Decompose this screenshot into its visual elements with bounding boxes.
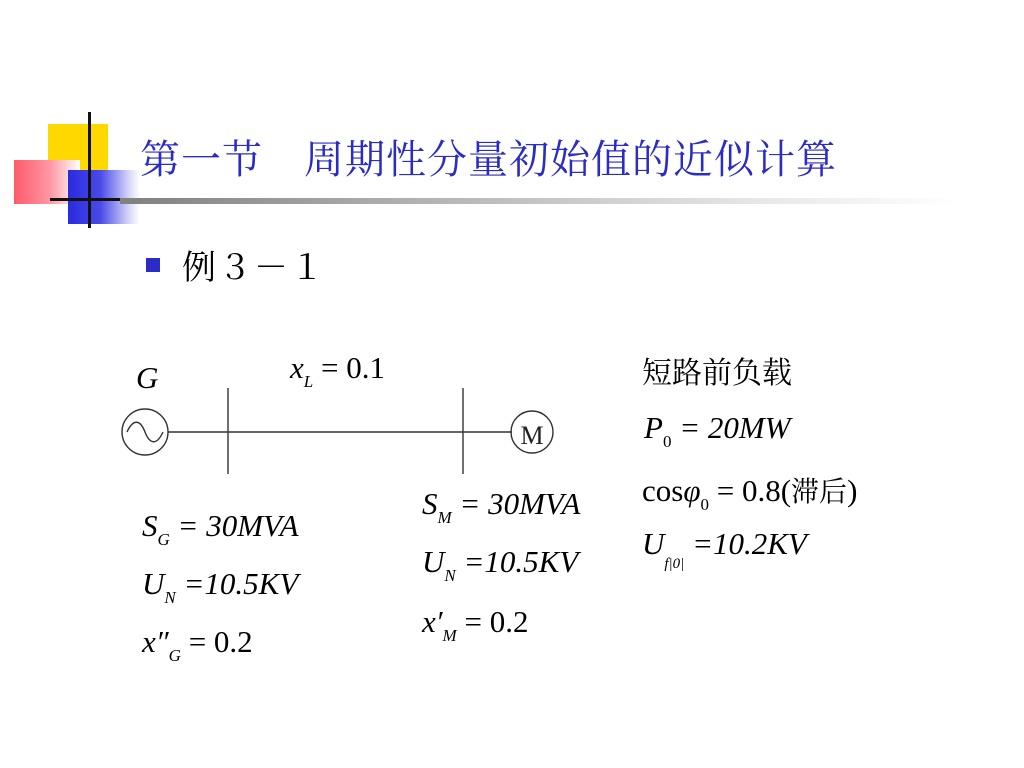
load-p-var: P bbox=[644, 410, 663, 445]
motor-u-sub: N bbox=[444, 566, 456, 585]
generator-reactance bbox=[142, 624, 253, 666]
gen-s-sub: G bbox=[157, 530, 170, 549]
motor-x-sub: M bbox=[442, 626, 457, 645]
line-reactance bbox=[290, 350, 385, 392]
gen-u-sub: N bbox=[164, 588, 176, 607]
line-x-var: x bbox=[290, 350, 304, 385]
gen-s-var: S bbox=[142, 508, 158, 543]
load-u-value: =10.2KV bbox=[692, 526, 807, 561]
gen-s-value: = 30MVA bbox=[177, 508, 299, 543]
motor-x-value: = 0.2 bbox=[464, 604, 529, 639]
line-x-value: = 0.1 bbox=[320, 350, 385, 385]
gen-u-value: =10.5KV bbox=[183, 566, 299, 601]
generator-u-rating bbox=[142, 566, 298, 608]
generator-s-rating bbox=[142, 508, 299, 550]
motor-x-var: x′ bbox=[422, 604, 443, 639]
line-x-sub: L bbox=[303, 372, 314, 391]
gen-u-var: U bbox=[142, 566, 165, 601]
motor-reactance bbox=[422, 604, 528, 646]
generator-label: G bbox=[136, 360, 159, 395]
load-p-sub: 0 bbox=[662, 432, 672, 451]
gen-x-value: = 0.2 bbox=[188, 624, 253, 659]
load-u-var: U bbox=[642, 526, 665, 561]
phi-symbol: φ bbox=[683, 473, 701, 508]
phi-sub: 0 bbox=[700, 495, 709, 514]
motor-s-value: = 30MVA bbox=[459, 486, 581, 521]
motor-s-var: S bbox=[422, 486, 438, 521]
load-power bbox=[644, 410, 791, 452]
gen-x-var: x″ bbox=[142, 624, 169, 659]
load-power-factor bbox=[642, 470, 857, 515]
load-p-value: = 20MW bbox=[679, 410, 791, 445]
cos-value: = 0.8( bbox=[716, 473, 792, 508]
cos-close: ) bbox=[847, 473, 858, 508]
motor-u-value: =10.5KV bbox=[463, 544, 579, 579]
cos-label: cos bbox=[642, 473, 684, 508]
cos-note: 滞后 bbox=[791, 475, 848, 508]
motor-u-var: U bbox=[422, 544, 445, 579]
motor-s-sub: M bbox=[437, 508, 452, 527]
example-label: 例３－１ bbox=[182, 248, 326, 288]
motor-s-rating bbox=[422, 486, 581, 528]
sine-wave-icon bbox=[127, 422, 163, 442]
motor-label: M bbox=[520, 421, 544, 450]
load-u-sub: f|0| bbox=[664, 556, 685, 572]
load-heading: 短路前负载 bbox=[642, 356, 792, 391]
motor-u-rating bbox=[422, 544, 578, 586]
load-voltage bbox=[642, 526, 807, 573]
slide-title: 第一节 周期性分量初始值的近似计算 bbox=[140, 137, 837, 183]
gen-x-sub: G bbox=[168, 646, 181, 665]
